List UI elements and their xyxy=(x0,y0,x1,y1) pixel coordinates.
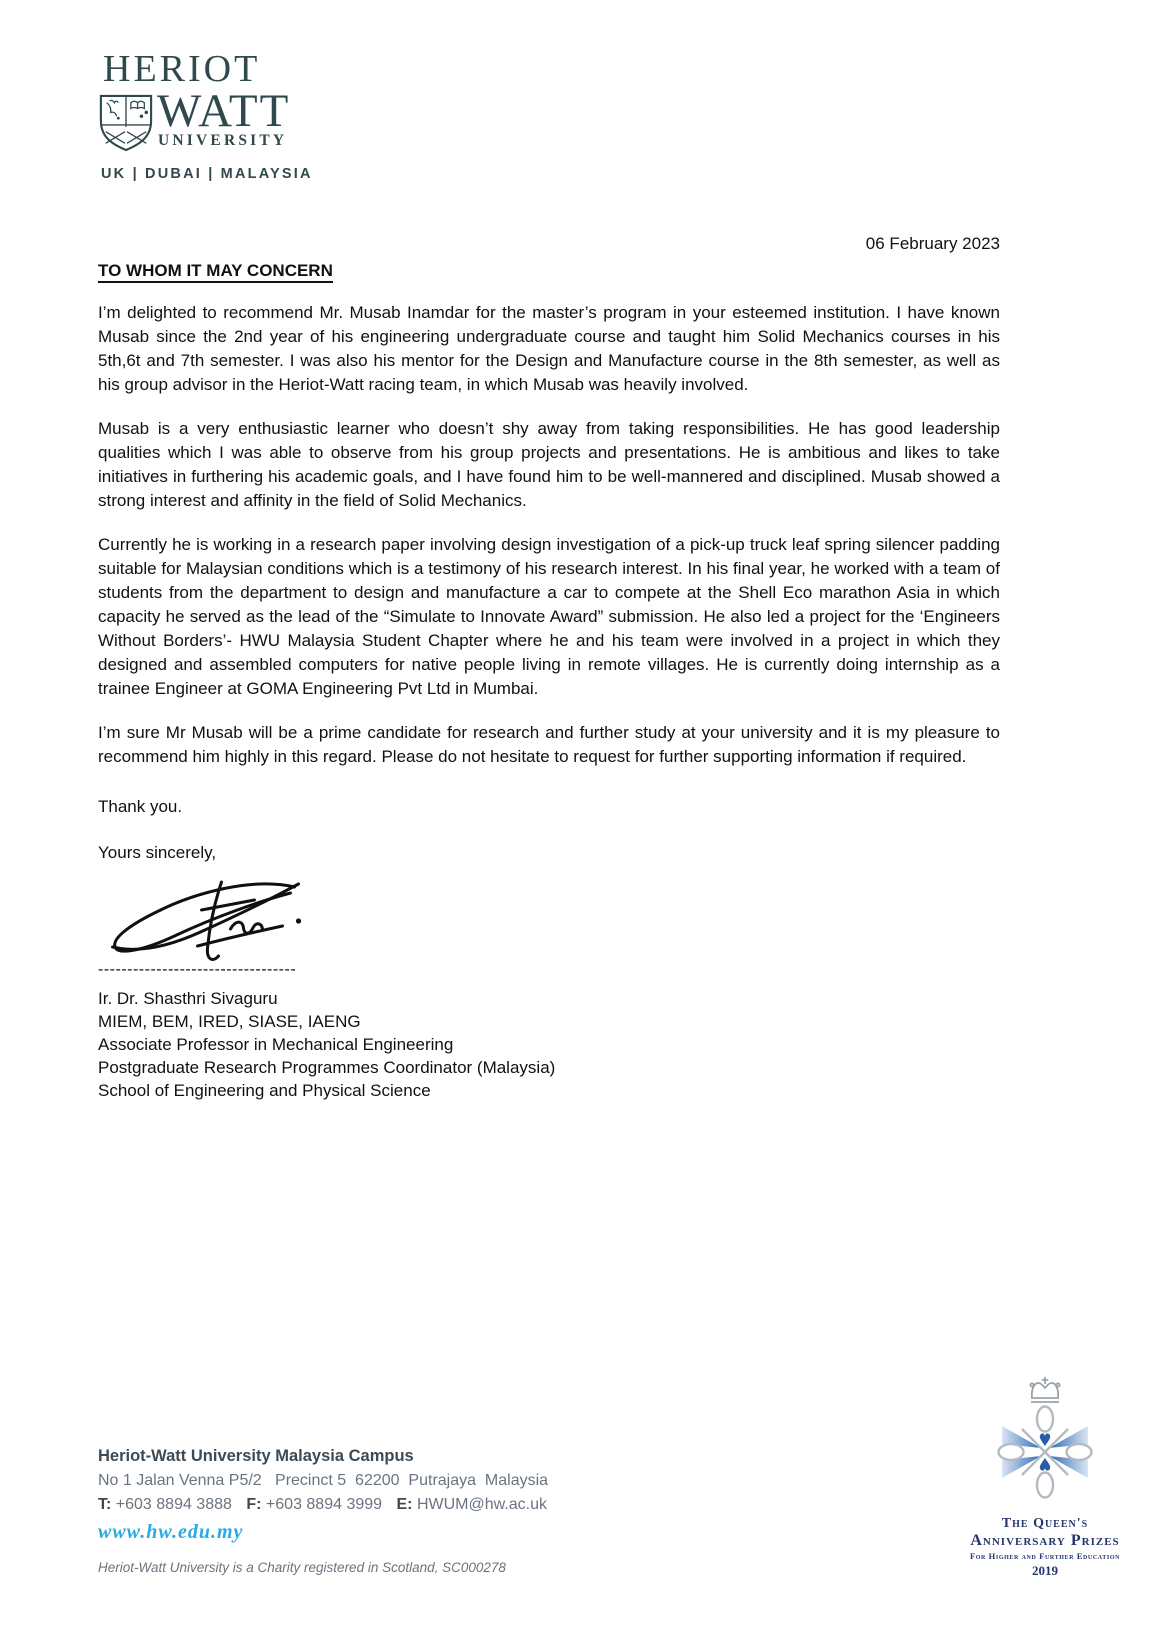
footer-contact-line xyxy=(98,1493,718,1517)
paragraph-1: I’m delighted to recommend Mr. Musab Inamdar for the master’s program in your esteemed institution. I have known Musab since the 2nd year of his engineering undergraduate course and taught him Solid Mechanics courses in his 5th,6t and 7th semester. I was also his mentor for the Design and Manufacture course in the 8th semester, as well as his group advisor in the Heriot-Watt racing team, in which Musab was heavily involved. xyxy=(98,303,1000,394)
signatory-title-1: Associate Professor in Mechanical Engineering xyxy=(98,1035,454,1054)
logo-word-university: UNIVERSITY xyxy=(158,132,288,149)
footer-campus-name: Heriot-Watt University Malaysia Campus xyxy=(98,1447,414,1465)
signatory-name: Ir. Dr. Shasthri Sivaguru xyxy=(98,989,278,1008)
website-url: www.hw.edu.my xyxy=(98,1521,244,1543)
paragraph-2: Musab is a very enthusiastic learner who doesn’t shy away from taking responsibilities. He has good leadership qualities which I was able to observe from his group projects and presentations. He is ambitious and likes to take initiatives in furthering his academic goals, and I have found him to be well-mannered and disciplined. Musab showed a strong interest and affinity in the field of Solid Mechanics. xyxy=(98,419,1000,510)
email-address: HWUM@hw.ac.uk xyxy=(416,1496,547,1513)
signatory-title-2: Postgraduate Research Programmes Coordinator (Malaysia) xyxy=(98,1058,556,1077)
thank-you-line: Thank you. xyxy=(98,797,183,816)
paragraph-4: I’m sure Mr Musab will be a prime candidate for research and further study at your university and it is my pleasure to recommend him highly in this regard. Please do not hesitate to request for further supporting information if required. xyxy=(98,723,1000,766)
signatory-block xyxy=(98,987,1000,1102)
signatory-title-3: School of Engineering and Physical Science xyxy=(98,1081,431,1100)
salutation: TO WHOM IT MAY CONCERN xyxy=(98,259,1000,283)
crown-and-ribbon-knot-icon xyxy=(984,1376,1106,1502)
signature-scribble xyxy=(100,871,315,966)
fax-label: F: xyxy=(246,1496,262,1513)
award-subtitle: For Higher and Further Education xyxy=(969,1551,1121,1561)
logo-word-heriot: HERIOT xyxy=(103,48,261,90)
award-title-line1: The Queen's xyxy=(1001,1516,1089,1531)
email-label: E: xyxy=(396,1496,413,1513)
logo-word-watt: WATT xyxy=(157,85,291,137)
signatory-credentials: MIEM, BEM, IRED, SIASE, IAENG xyxy=(98,1012,361,1031)
award-title-line2: Anniversary Prizes xyxy=(970,1532,1120,1549)
paragraph-3: Currently he is working in a research paper involving design investigation of a pick-up truck leaf spring silencer padding suitable for Malaysian conditions which is a testimony of his research interest. In his final year, he worked with a team of students from the department to design and manufacture a car to compete at the Shell Eco marathon Asia in which capacity he served as the lead of the “Simulate to Innovate Award” submission. He also led a project for the ‘Engineers Without Borders’- HWU Malaysia Student Chapter where he and his team were involved in a project in which they designed and assembled computers for native people living in remote villages. He is currently doing internship as a trainee Engineer at GOMA Engineering Pvt Ltd in Mumbai. xyxy=(98,535,1000,698)
queens-anniversary-prize-logo xyxy=(935,1376,1155,1578)
fax-number: +603 8894 3999 xyxy=(265,1496,383,1513)
footer-address: No 1 Jalan Venna P5/2 Precinct 5 62200 Putrajaya Malaysia xyxy=(98,1472,549,1489)
university-crest-icon xyxy=(98,93,154,153)
footer-contact-block xyxy=(98,1443,718,1577)
award-year: 2019 xyxy=(1032,1563,1058,1578)
letter-date: 06 February 2023 xyxy=(865,234,1000,253)
signature-rule: ---------------------------------- xyxy=(98,961,297,978)
signature-area xyxy=(98,871,1000,963)
phone-number: +603 8894 3888 xyxy=(115,1496,232,1513)
charity-registration-note: Heriot-Watt University is a Charity registered in Scotland, SC000278 xyxy=(98,1560,506,1575)
phone-label: T: xyxy=(98,1496,112,1513)
letter-body xyxy=(98,232,1000,1102)
closing-line: Yours sincerely, xyxy=(98,843,217,862)
logo-regions: UK | DUBAI | MALAYSIA xyxy=(101,166,313,182)
